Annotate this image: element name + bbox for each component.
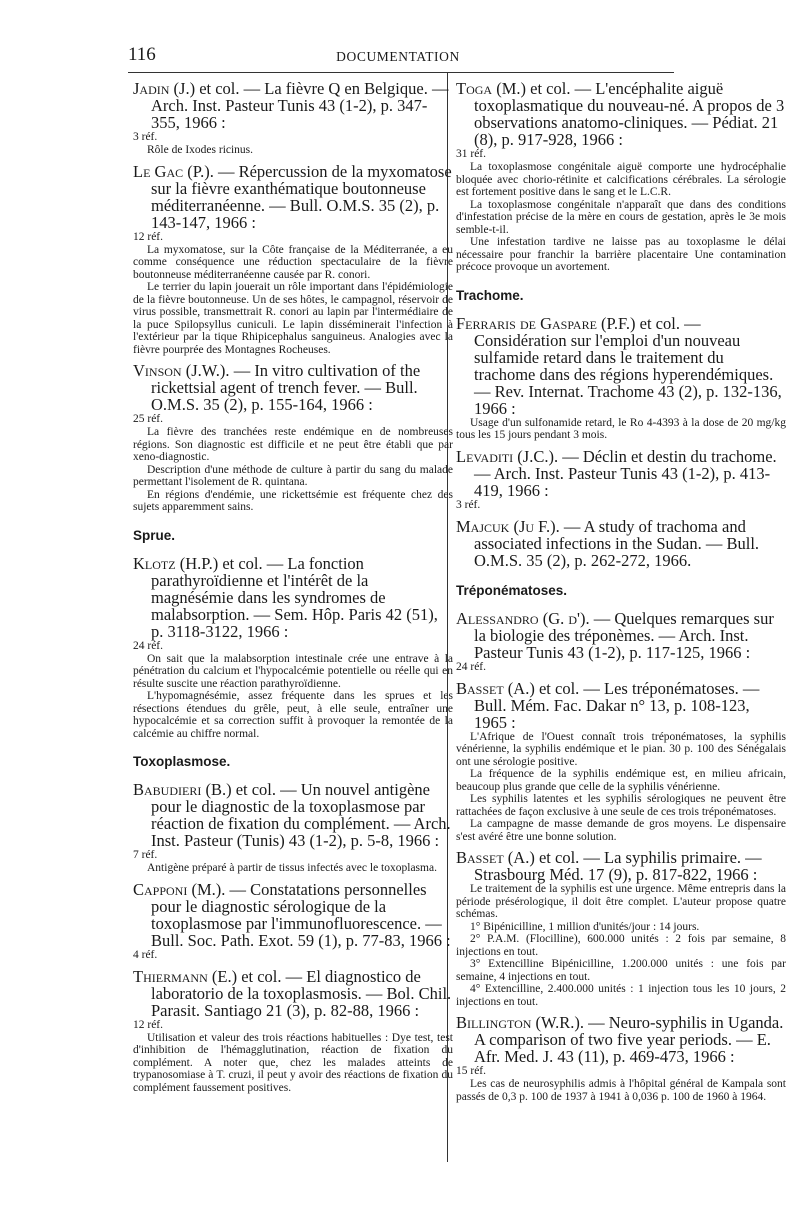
abstract-paragraph: Le traitement de la syphilis est une urgence. Même entrepris dans la période présérologique, il doit être complet. L'auteur propose quatre schémas. <box>456 883 786 920</box>
reference-count: 3 réf. <box>456 498 481 511</box>
citation-text: et col. — La fièvre Q en Belgique. — Arch. Inst. Pasteur Tunis 43 (1-2), p. 347-355, 1966 : <box>151 79 449 132</box>
author-name: Basset (A.) <box>456 848 535 867</box>
author-name: Vinson (J.W.). <box>133 361 230 380</box>
author-name: Thiermann (E.) <box>133 966 238 986</box>
bibliography-entry <box>133 555 453 741</box>
bibliography-entry <box>456 680 786 844</box>
citation <box>133 80 453 131</box>
citation <box>456 849 786 883</box>
abstract-paragraph: L'Afrique de l'Ouest connaît trois tréponématoses, la syphilis vénérienne, la syphilis endémique et le pian. 30 p. 100 des Sénégalais ont une sérologie positive. <box>456 730 786 768</box>
abstract-paragraph: Usage d'un sulfonamide retard, le Ro 4-4393 à la dose de 20 mg/kg tous les 15 jours pendant 3 mois. <box>456 416 786 441</box>
citation-text: — In vitro cultivation of the rickettsial agent of trench fever. — Bull. O.M.S. 35 (2), p. 155-164, 1966 : <box>151 361 421 414</box>
header-rule <box>128 72 674 73</box>
author-name: Ferraris de Gaspare (P.F.) <box>456 313 636 333</box>
author-name: Billington (W.R.). <box>456 1013 584 1032</box>
citation <box>456 448 786 499</box>
author-name: Klotz (H.P.) <box>133 553 219 573</box>
abstract-paragraph: La toxoplasmose congénitale n'apparaît que dans des conditions d'infestation précise de la mère en cours de gestation, après le 3e mois semble-t-il. <box>456 198 786 236</box>
abstract-paragraph: Rôle de Ixodes ricinus. <box>147 144 254 156</box>
reference-count: 4 réf. <box>133 948 158 961</box>
citation-text: — Constatations personnelles pour le diagnostic sérologique de la toxoplasmose par l'immunofluorescence. — Bull. Soc. Path. Exot. 59 (1), p. 77-83, 1966 : <box>151 879 451 950</box>
bibliography-entry <box>133 781 453 875</box>
section-heading: Toxoplasmose. <box>133 754 231 769</box>
bibliography-entry <box>456 80 786 274</box>
bibliography-entry <box>456 1014 786 1103</box>
citation-text: et col. — Un nouvel antigène pour le diagnostic de la toxoplasmose par réaction de fixation du complément. — Arch. Inst. Pasteur (Tunis) 43 (1-2), p. 5-8, 1966 : <box>151 780 451 850</box>
abstract-paragraph: En régions d'endémie, une rickettsémie est fréquente chez des sujets apparemment sains. <box>133 488 453 513</box>
abstract-paragraph: La campagne de masse demande de gros moyens. Le dispensaire s'est avéré être une bonne solution. <box>456 818 786 843</box>
citation-text: — Déclin et destin du trachome. — Arch. Inst. Pasteur Tunis 43 (1-2), p. 413-419, 1966 : <box>474 446 777 500</box>
citation <box>133 781 453 849</box>
abstract-paragraph: 4° Extencilline, 2.400.000 unités : 1 injection tous les 10 jours, 2 injections en tout. <box>456 983 786 1008</box>
left-column <box>133 80 453 1100</box>
section-heading: Sprue. <box>133 527 176 543</box>
citation <box>456 80 786 148</box>
citation-text: — Répercussion de la myxomatose sur la fièvre exanthématique boutonneuse méditerranéenne. — Bull. O.M.S. 35 (2), p. 143-147, 1966 : <box>151 161 452 232</box>
abstract-paragraph: La fréquence de la syphilis endémique est, en milieu africain, beaucoup plus grande que celle de la syphilis vénérienne. <box>456 768 786 793</box>
citation-text: — Neuro-syphilis in Uganda. A comparison of two five year periods. — E. Afr. Med. J. 43 (11), p. 469-473, 1966 : <box>474 1013 784 1066</box>
bibliography-entry <box>133 881 453 962</box>
citation <box>456 610 786 661</box>
abstract-paragraph: 2° P.A.M. (Flocilline), 600.000 unités : 2 fois par semaine, 8 injections en tout. <box>456 933 786 958</box>
abstract-paragraph: La myxomatose, sur la Côte française de la Méditerranée, a eu comme conséquence une réduction spectaculaire de la fièvre boutonneuse méditerranéenne causée par R. conori. <box>133 243 453 281</box>
author-name: Levaditi (J.C.). <box>456 446 559 466</box>
author-name: Alessandro (G. d'). <box>456 608 590 628</box>
author-name: Majcuk (Ju F.). <box>456 516 560 536</box>
abstract-paragraph: Description d'une méthode de culture à partir du sang du malade permettant l'isolement de R. quintana. <box>133 463 453 488</box>
citation-text: et col. — Les tréponématoses. — Bull. Mém. Fac. Dakar n° 13, p. 108-123, 1965 : <box>474 678 760 732</box>
page-header <box>128 44 668 74</box>
bibliography-entry <box>456 448 786 512</box>
bibliography-entry <box>133 362 453 514</box>
abstract-paragraph: 1° Bipénicilline, 1 million d'unités/jour : 14 jours. <box>470 920 700 933</box>
right-column <box>456 80 786 1109</box>
bibliography-entry <box>456 315 786 442</box>
abstract-paragraph: La fièvre des tranchées reste endémique en de nombreuses régions. Son diagnostic est difficile et ne peut être établi que par xeno-diagnostic. <box>133 426 453 463</box>
citation-text: et col. — La syphilis primaire. — Strasbourg Méd. 17 (9), p. 817-822, 1966 : <box>474 848 762 884</box>
citation-text: — Quelques remarques sur la biologie des tréponèmes. — Arch. Inst. Pasteur Tunis 43 (1-2), p. 117-125, 1966 : <box>474 608 774 662</box>
page-number: 116 <box>128 44 156 65</box>
citation <box>456 315 786 417</box>
reference-count: 25 réf. <box>133 413 164 425</box>
abstract-paragraph: Le terrier du lapin jouerait un rôle important dans l'épidémiologie de la fièvre boutonneuse. Un de ses hôtes, le campagnol, réservoir de virus possible, transmettrait R. conori au lapin par l'intermédiaire de la puce Spilopsyllus cuniculi. Le lapin disséminerait l'infection à l'extérieur par la tique Rhipicephalus sanguineus. Analogies avec la fièvre pourprée des Montagnes Rocheuses. <box>133 281 453 356</box>
citation <box>133 163 453 231</box>
abstract-paragraph: On sait que la malabsorption intestinale crée une entrave à la pénétration du calcium et l'hypocalcémie potentielle ou réelle qui en résulte suscite une réaction parathyroïdienne. <box>133 652 453 690</box>
citation-text: et col. — L'encéphalite aiguë toxoplasmatique du nouveau-né. A propos de 3 observations anatomo-cliniques. — Pédiat. 21 (8), p. 917-928, 1966 : <box>474 79 785 149</box>
abstract-paragraph: Une infestation tardive ne laisse pas au toxoplasme le délai nécessaire pour franchir la barrière placentaire Une contamination précoce provoque un avortement. <box>456 236 786 273</box>
abstract-paragraph: Utilisation et valeur des trois réactions habituelles : Dye test, test d'inhibition de l'hémagglutination, réaction de fixation du complément. A noter que, chez les malades atteints de trypanosomiase à T. cruzi, il peut y avoir des réactions de fixation du complément faussement positives. <box>133 1031 453 1094</box>
reference-count: 3 réf. <box>133 131 158 143</box>
abstract-paragraph: La toxoplasmose congénitale aiguë comporte une hydrocéphalie bloquée avec chorio-rétinite et calcifications cérébrales. La sérologie est fortement positive dans le sang et le L.C.R. <box>456 161 786 198</box>
abstract-paragraph: Les cas de neurosyphilis admis à l'hôpital général de Kampala sont passés de 0,3 p. 100 de 1937 à 1941 à 0,036 p. 100 de 1960 à 1964. <box>456 1078 786 1103</box>
bibliography-entry <box>133 163 453 357</box>
citation-text: et col. — Considération sur l'emploi d'un nouveau sulfamide retard dans le traitement du trachome dans des régions hyperendémiques. — Rev. Internat. Trachome 43 (2), p. 132-136, 1966 : <box>474 313 782 418</box>
citation <box>133 968 453 1019</box>
abstract-paragraph: Les syphilis latentes et les syphilis sérologiques ne peuvent être rattachées de façon exclusive à une seule de ces trois tréponématoses. <box>456 793 786 818</box>
bibliography-entry <box>133 80 453 157</box>
citation <box>133 881 453 949</box>
abstract-paragraph: Antigène préparé à partir de tissus infectés avec le toxoplasma. <box>147 862 437 874</box>
author-name: Jadin (J.) <box>133 79 196 98</box>
author-name: Babudieri (B.) <box>133 780 232 799</box>
reference-count: 7 réf. <box>133 849 158 861</box>
author-name: Basset (A.) <box>456 678 535 698</box>
citation <box>456 680 786 731</box>
bibliography-entry <box>456 518 786 569</box>
running-title: DOCUMENTATION <box>336 49 460 64</box>
reference-count: 15 réf. <box>456 1065 487 1077</box>
citation <box>133 555 453 640</box>
author-name: Le Gac (P.). <box>133 161 214 181</box>
author-name: Toga (M.) <box>456 79 526 98</box>
reference-count: 24 réf. <box>133 639 164 652</box>
citation-text: et col. — El diagnostico de laboratorio de la toxoplasmosis. — Bol. Chil. Parasit. Santiago 21 (3), p. 82-88, 1966 : <box>151 966 452 1020</box>
bibliography-entry <box>133 968 453 1095</box>
section-heading: Trachome. <box>456 287 524 303</box>
citation <box>456 1014 786 1065</box>
citation <box>133 362 453 413</box>
citation-text: — A study of trachoma and associated infections in the Sudan. — Bull. O.M.S. 35 (2), p. 262-272, 1966. <box>474 516 760 570</box>
bibliography-entry <box>456 849 786 1008</box>
reference-count: 12 réf. <box>133 230 164 243</box>
citation <box>456 518 786 569</box>
citation-text: et col. — La fonction parathyroïdienne et l'intérêt de la magnésémie dans les syndromes de malabsorption. — Sem. Hôp. Paris 42 (51), p. 3118-3122, 1966 : <box>151 553 438 641</box>
abstract-paragraph: 3° Extencilline Bipénicilline, 1.200.000 unités : une fois par semaine, 4 injections en tout. <box>456 958 786 983</box>
bibliography-entry <box>456 610 786 674</box>
reference-count: 12 réf. <box>133 1018 164 1031</box>
reference-count: 24 réf. <box>456 660 487 673</box>
section-heading: Tréponématoses. <box>456 582 568 598</box>
abstract-paragraph: L'hypomagnésémie, assez fréquente dans les sprues et les résections étendues du grêle, peut, à elle seule, entraîner une hypocalcémie et sa correction suffit à provoquer la remontée de la calcémie au chiffre normal. <box>133 690 453 740</box>
author-name: Capponi (M.). <box>133 879 226 899</box>
reference-count: 31 réf. <box>456 148 487 160</box>
